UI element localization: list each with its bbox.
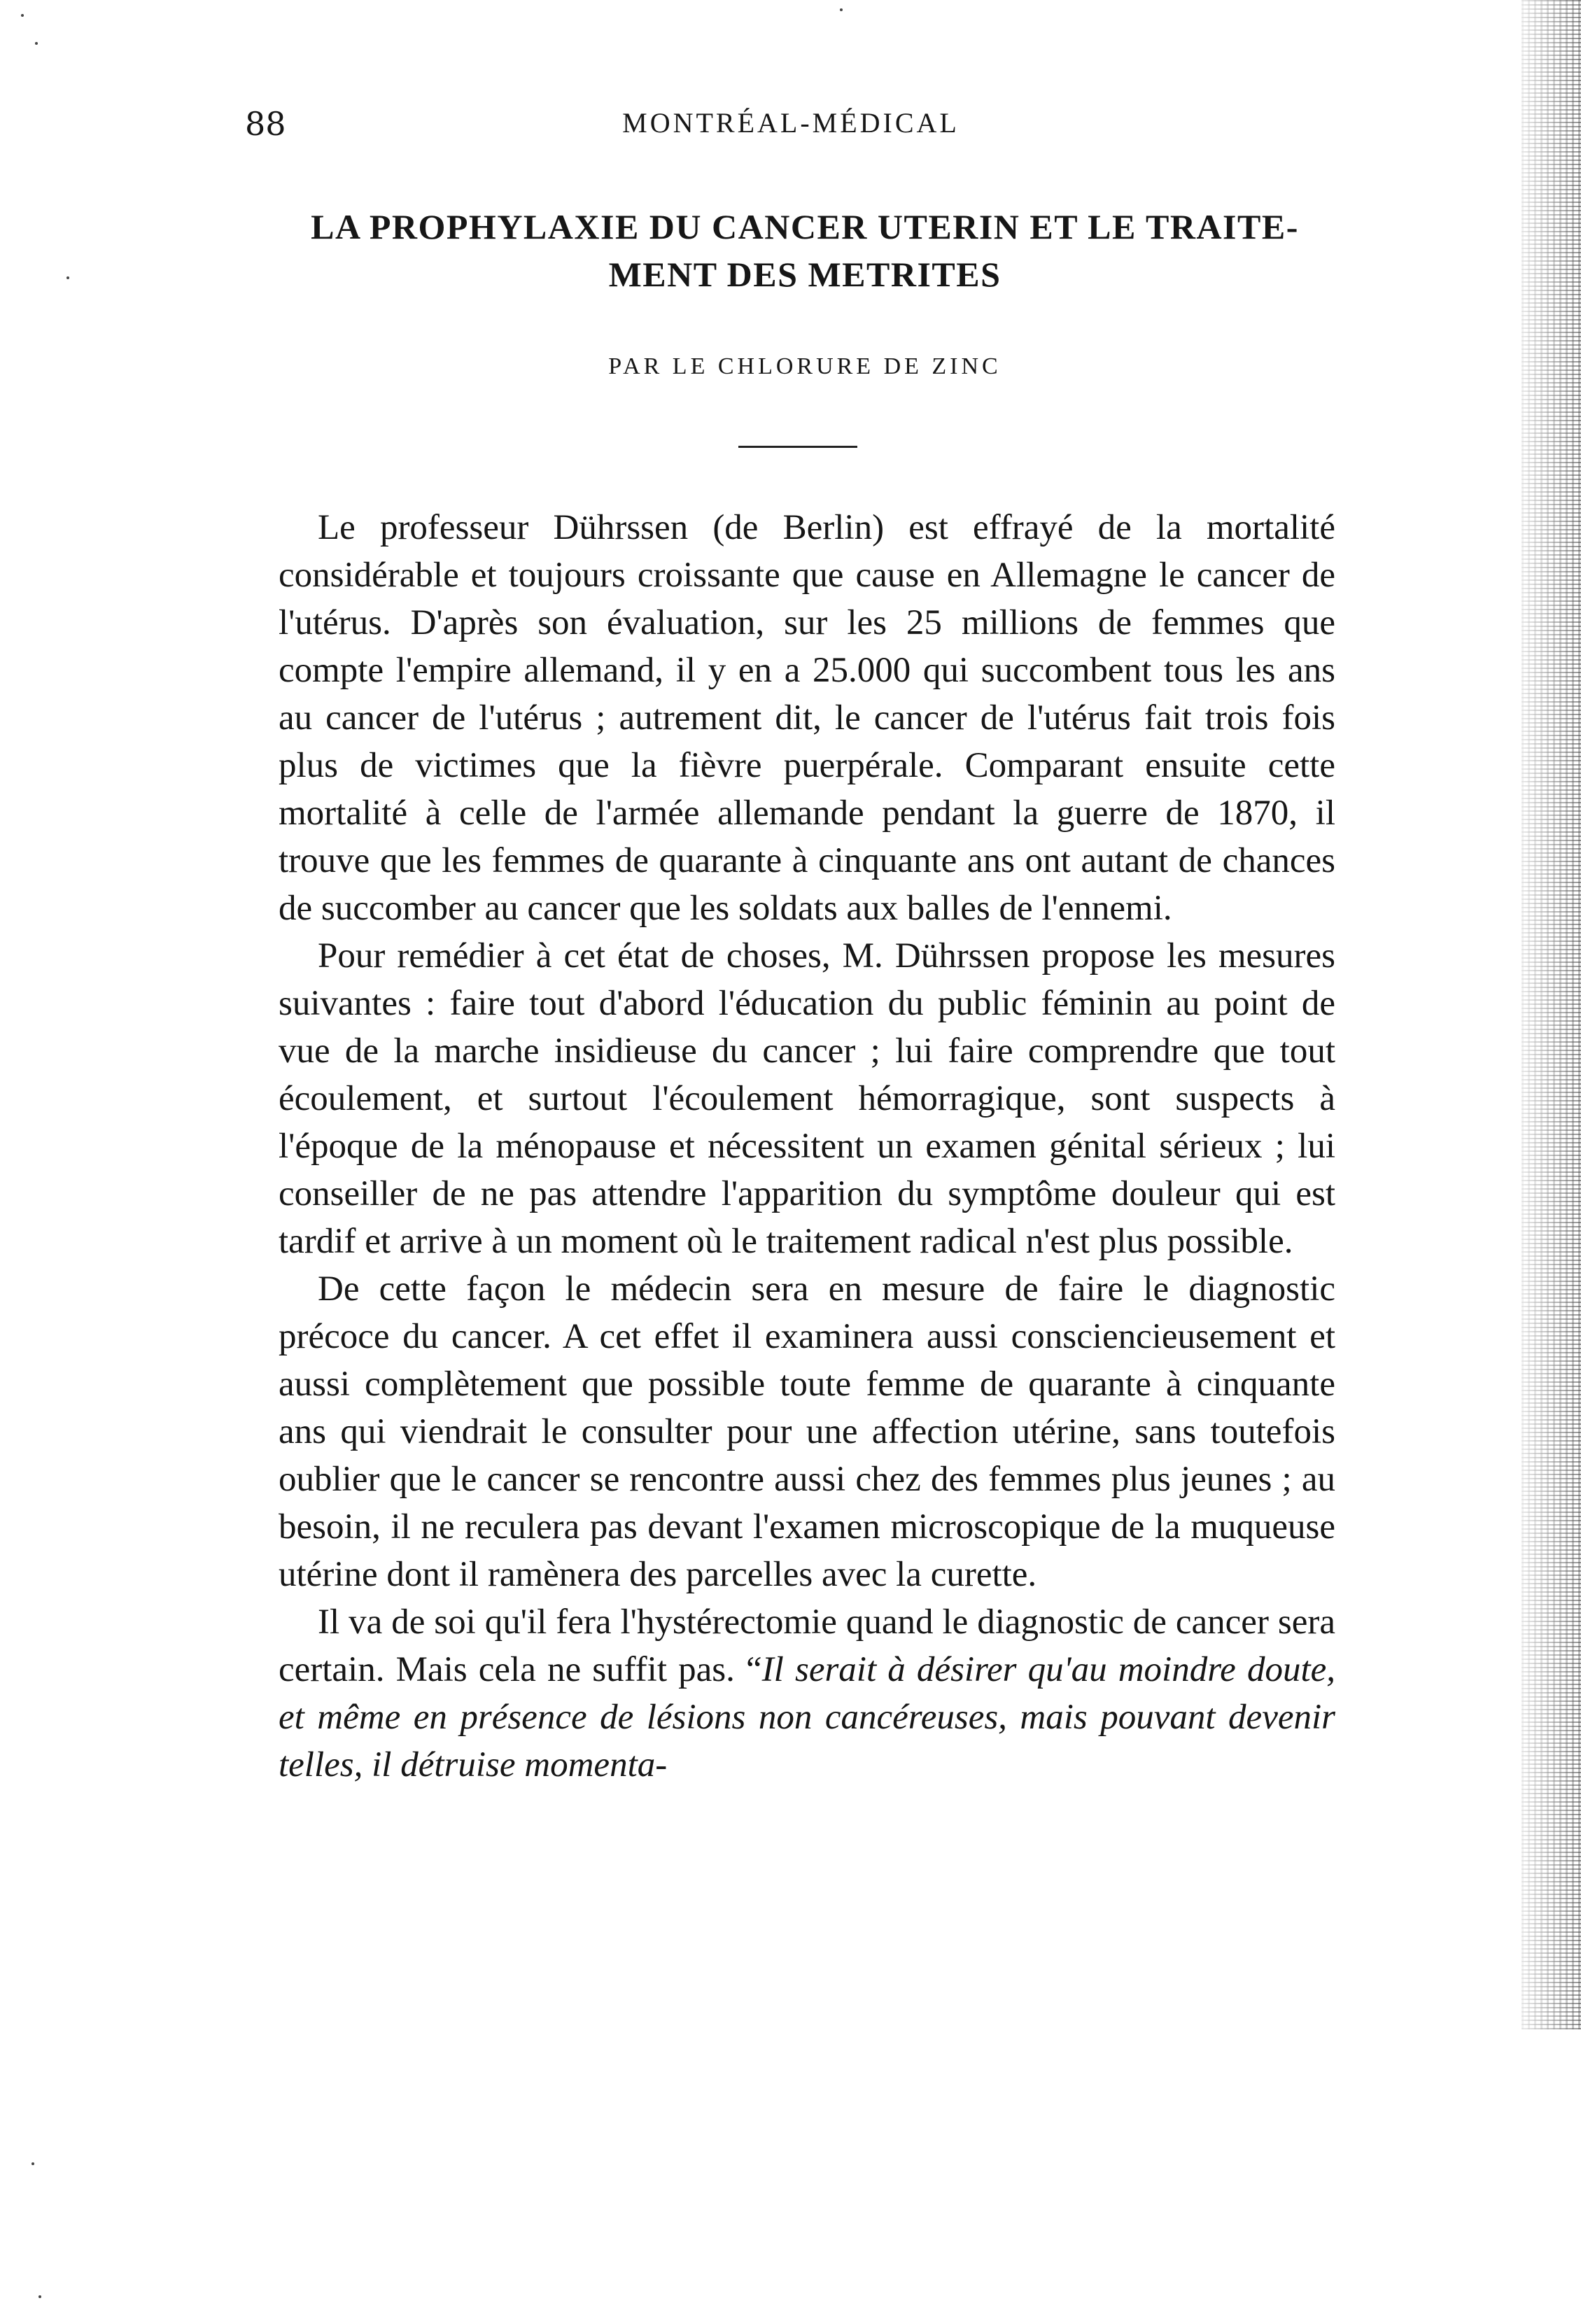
italic-quote: Il serait à désirer qu'au moindre doute, et même en présence de lésions non cancéreuses, mais pouvant devenir telles, il détruise momenta- xyxy=(279,1650,1336,1784)
article-title-line: MENT DES METRITES xyxy=(608,255,1002,294)
section-divider xyxy=(738,446,857,448)
scan-speck xyxy=(35,42,38,45)
scan-binding-edge xyxy=(1522,0,1581,2029)
article-title-line: LA PROPHYLAXIE DU CANCER UTERIN ET LE TRAITE- xyxy=(311,207,1299,246)
paragraph: De cette façon le médecin sera en mesure de faire le diagnostic précoce du cancer. A cet effet il examinera aussi consciencieusement et aussi complètement que possible toute femme de quarante à cinquante ans qui viendrait le consulter pour une affection utérine, sans toutefois oublier que le cancer se rencontre aussi chez des femmes plus jeunes ; au besoin, il ne reculera pas devant l'examen microscopique de la muqueuse utérine dont il ramènera des parcelles avec la curette. xyxy=(279,1269,1335,1594)
scan-speck xyxy=(38,2295,41,2298)
article-title xyxy=(266,203,1344,298)
running-head xyxy=(245,105,1337,154)
paragraph-text: Il va de soi qu'il fera l'hystérectomie quand le diagnostic de cancer sera certain. Mais cela ne suffit pas. “ xyxy=(279,1603,1335,1689)
article-body xyxy=(279,504,1335,1789)
paragraph: Le professeur Dührssen (de Berlin) est effrayé de la mortalité considérable et toujours croissante que cause en Allemagne le cancer de l'utérus. D'après son évaluation, sur les 25 millions de femmes que compte l'empire allemand, il y en a 25.000 qui succombent tous les ans au cancer de l'utérus ; autrement dit, le cancer de l'utérus fait trois fois plus de victimes que la fièvre puerpérale. Comparant ensuite cette mortalité à celle de l'armée allemande pendant la guerre de 1870, il trouve que les femmes de quarante à cinquante ans ont autant de chances de succomber au cancer que les soldats aux balles de l'ennemi. xyxy=(279,508,1335,928)
scan-speck xyxy=(840,8,843,11)
scan-speck xyxy=(31,2162,34,2165)
scan-speck xyxy=(21,14,24,17)
scan-speck xyxy=(66,276,69,279)
article-subtitle: PAR LE CHLORURE DE ZINC xyxy=(608,353,1002,379)
page-number: 88 xyxy=(245,105,286,143)
paragraph xyxy=(279,1598,1335,1789)
paragraph: Pour remédier à cet état de choses, M. Dührssen propose les mesures suivantes : faire tout d'abord l'éducation du public féminin au point de vue de la marche insidieuse du cancer ; lui faire comprendre que tout écoulement, et surtout l'écoulement hémorragique, sont suspects à l'époque de la ménopause et nécessitent un examen génital sérieux ; lui conseiller de ne pas attendre l'apparition du symptôme douleur qui est tardif et arrive à un moment où le traitement radical n'est plus possible. xyxy=(279,936,1335,1261)
journal-name: MONTRÉAL-MÉDICAL xyxy=(622,107,960,139)
